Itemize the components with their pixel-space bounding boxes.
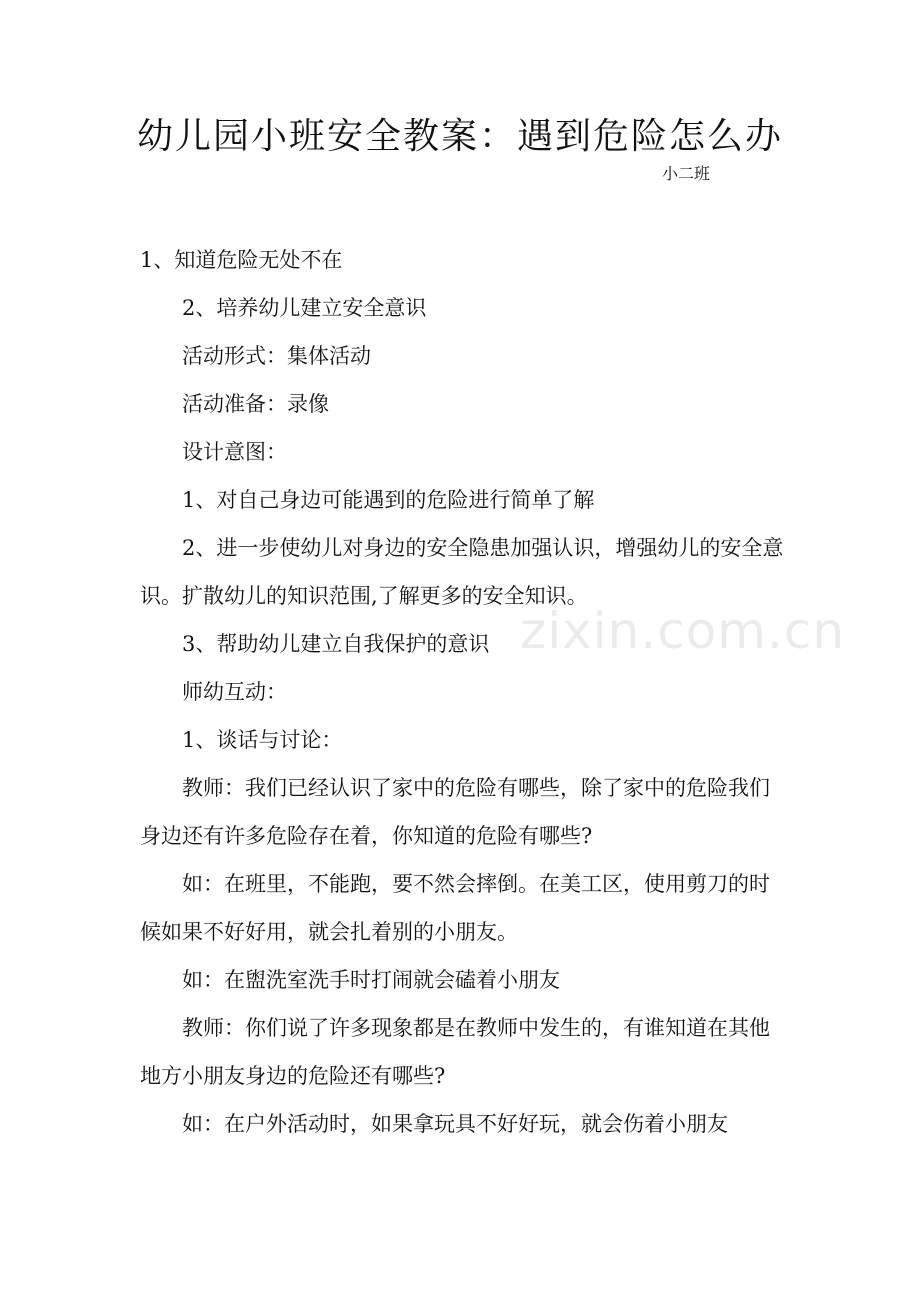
class-name: 小二班	[662, 164, 711, 183]
paragraph: 2、培养幼儿建立安全意识	[182, 296, 427, 320]
paragraph: 1、对自己身边可能遇到的危险进行简单了解	[182, 488, 595, 512]
paragraph: 设计意图：	[182, 440, 287, 464]
paragraph: 活动准备：录像	[182, 392, 329, 416]
document-title: 幼儿园小班安全教案：遇到危险怎么办	[136, 116, 783, 157]
watermark: zixin.com.cn	[520, 602, 846, 660]
paragraph: 如：在盥洗室洗手时打闹就会磕着小朋友	[182, 968, 560, 992]
paragraph: 1、知道危险无处不在	[140, 248, 343, 272]
paragraph: 3、帮助幼儿建立自我保护的意识	[182, 632, 490, 656]
paragraph: 教师：你们说了许多现象都是在教师中发生的，有谁知道在其他地方小朋友身边的危险还有哪些?	[140, 1016, 770, 1088]
paragraph: 2、进一步使幼儿对身边的安全隐患加强认识，增强幼儿的安全意识。扩散幼儿的知识范围,了解更多的安全知识。	[140, 536, 784, 608]
paragraph: 活动形式：集体活动	[182, 344, 371, 368]
paragraph: 师幼互动：	[182, 680, 287, 704]
document-body	[140, 236, 785, 1148]
paragraph: 如：在户外活动时，如果拿玩具不好好玩，就会伤着小朋友	[182, 1112, 728, 1136]
paragraph: 如：在班里，不能跑，要不然会摔倒。在美工区，使用剪刀的时候如果不好好用，就会扎着别的小朋友。	[140, 872, 770, 944]
paragraph: 教师：我们已经认识了家中的危险有哪些，除了家中的危险我们身边还有许多危险存在着，你知道的危险有哪些?	[140, 776, 770, 848]
paragraph: 1、谈话与讨论：	[182, 728, 343, 752]
